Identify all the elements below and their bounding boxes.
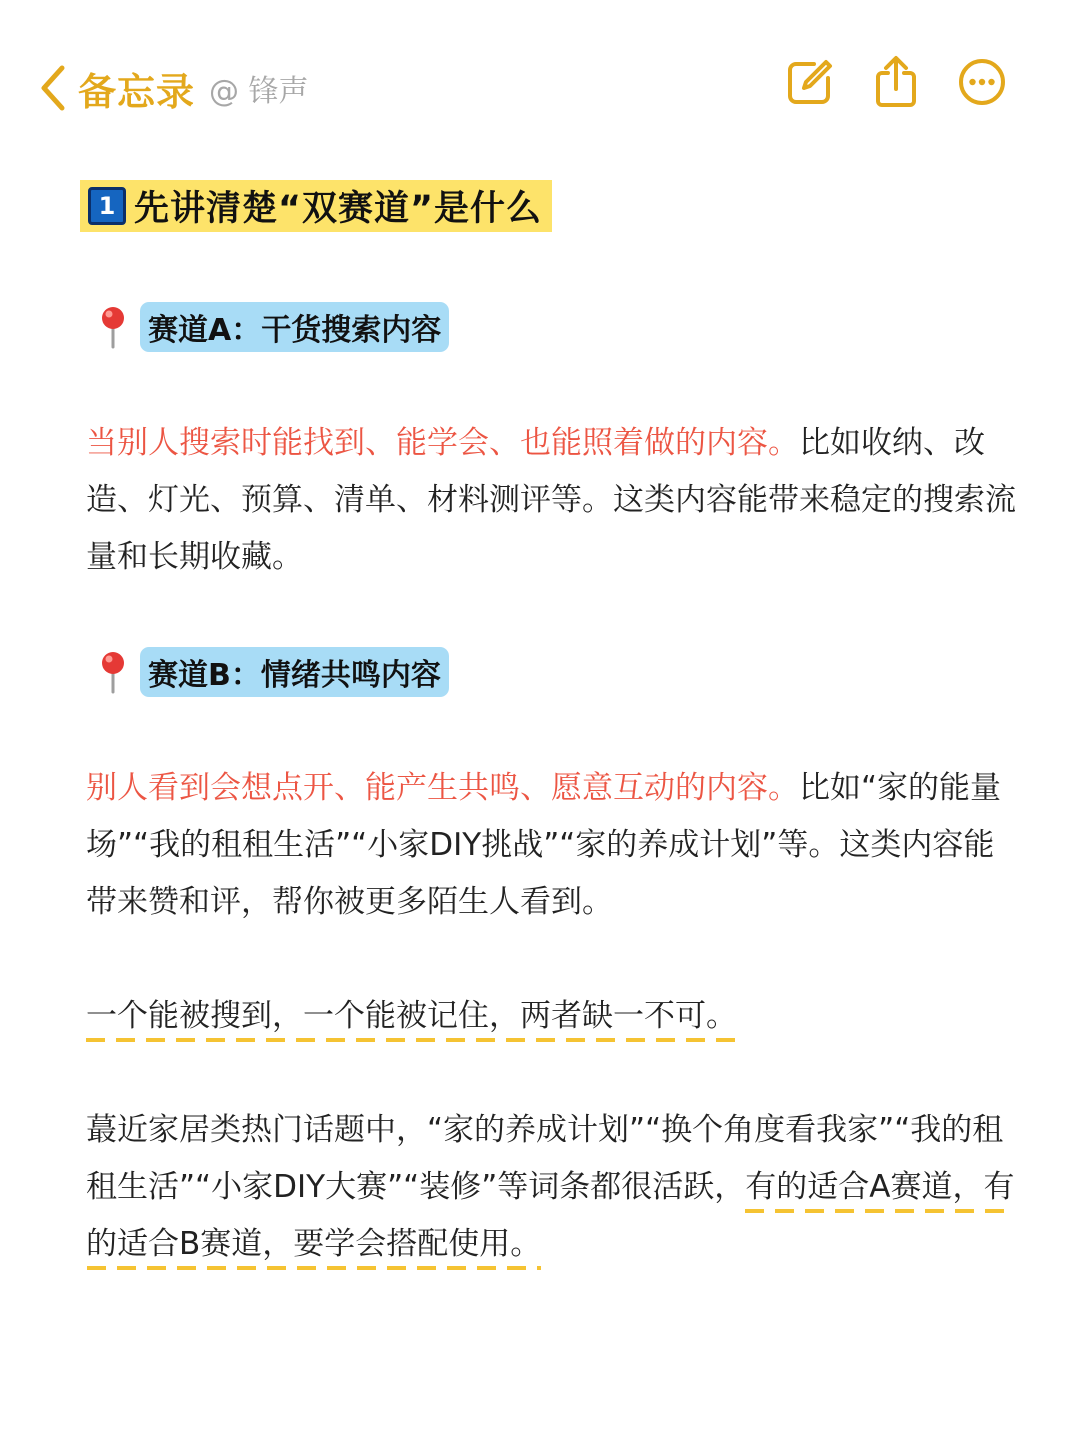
top-nav-bar <box>0 50 1080 126</box>
track-a-body: 比如收纳、改造、灯光、预算、清单、材料测评等。这类内容能带来稳定的搜索流量和长期收藏。 <box>86 425 1016 575</box>
summary-paragraph <box>86 988 1021 1045</box>
summary-text: 一个能被搜到，一个能被记住，两者缺一不可。 <box>86 998 737 1042</box>
track-a-highlight: 当别人搜索时能找到、能学会、也能照着做的内容。 <box>86 425 799 461</box>
trends-body: 蕞近家居类热门话题中，“家的养成计划”“换个角度看我家”“我的租租生活”“小家DIY大赛”“装修”等词条都很活跃， <box>86 1112 1004 1205</box>
more-icon <box>958 58 1006 110</box>
track-a-label: 赛道A：干货搜索内容 <box>140 302 449 352</box>
trends-underlined: 有的适合A赛道，有的适合B赛道，要学会搭配使用。 <box>86 1169 1014 1270</box>
track-a-heading <box>96 302 449 352</box>
back-label: 备忘录 <box>78 69 196 114</box>
pin-icon <box>96 305 130 349</box>
nav-actions <box>786 56 1006 112</box>
trends-paragraph <box>86 1102 1021 1273</box>
author-watermark: @ 锋声 <box>209 74 309 109</box>
track-b-label: 赛道B：情绪共鸣内容 <box>140 647 449 697</box>
share-icon <box>874 55 918 113</box>
section-title: 先讲清楚“双赛道”是什么 <box>134 189 543 229</box>
more-button[interactable] <box>958 56 1006 112</box>
track-a-paragraph <box>86 415 1021 586</box>
track-b-heading <box>96 647 449 697</box>
track-b-highlight: 别人看到会想点开、能产生共鸣、愿意互动的内容。 <box>86 770 799 806</box>
track-b-body: 比如“家的能量场”“我的租租生活”“小家DIY挑战”“家的养成计划”等。这类内容能带来赞和评，帮你被更多陌生人看到。 <box>86 770 1002 920</box>
compose-button[interactable] <box>786 56 834 112</box>
compose-icon <box>786 58 834 110</box>
section-heading <box>80 180 552 232</box>
back-button[interactable] <box>38 62 309 114</box>
share-button[interactable] <box>872 56 920 112</box>
pin-icon <box>96 650 130 694</box>
number-one-badge: 1 <box>88 187 126 225</box>
track-b-paragraph <box>86 760 1021 931</box>
chevron-left-icon <box>38 64 68 112</box>
